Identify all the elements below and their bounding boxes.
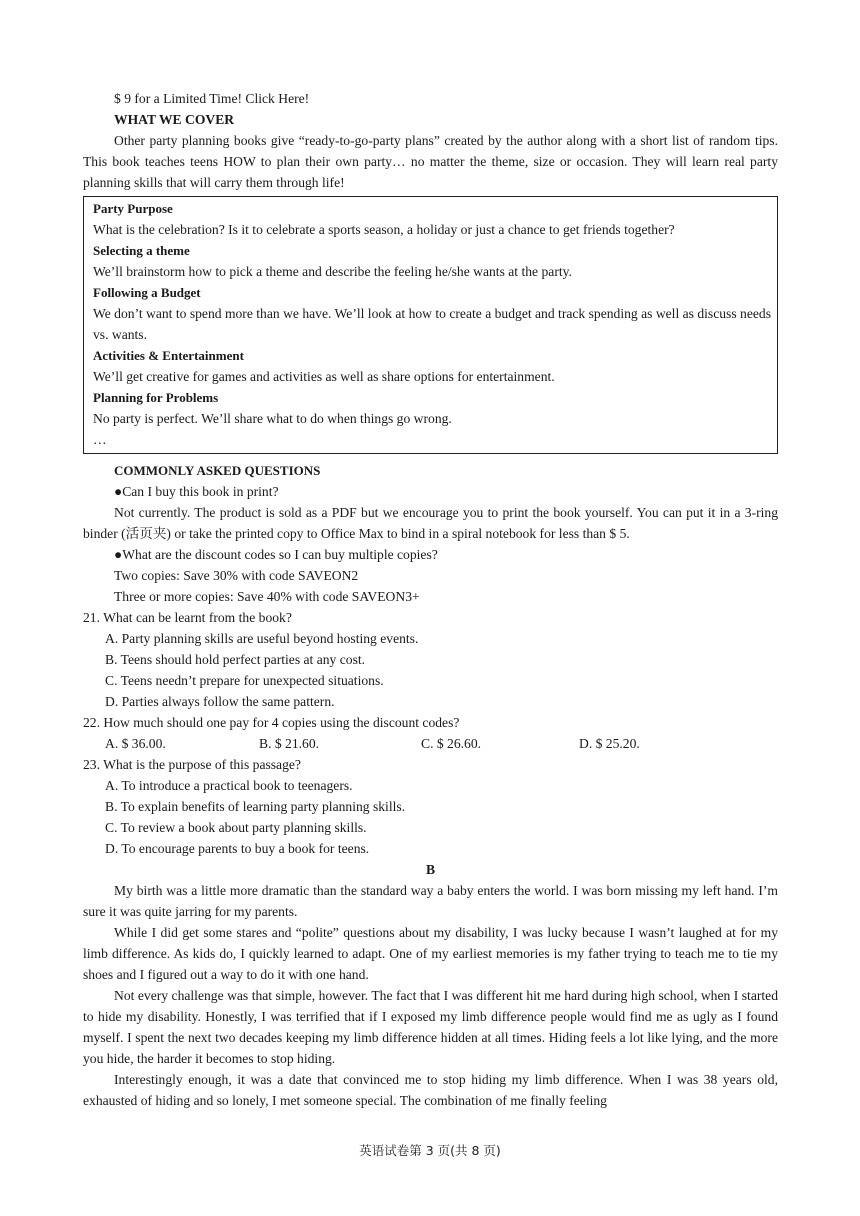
page-footer: 英语试卷第 3 页(共 8 页) [359, 1143, 501, 1158]
box-text-budget: We don’t want to spend more than we have. We’ll look at how to create a budget and track spending as well as discuss needs vs. wants. [93, 306, 771, 342]
question-23-option-a: A. To introduce a practical book to teenagers. [105, 778, 353, 793]
question-21-option-a: A. Party planning skills are useful beyond hosting events. [105, 631, 419, 646]
page-content [83, 88, 778, 1111]
promo-line: $ 9 for a Limited Time! Click Here! [114, 91, 310, 106]
faq-heading: COMMONLY ASKED QUESTIONS [114, 463, 321, 478]
box-heading-theme: Selecting a theme [93, 243, 190, 258]
question-21-option-c: C. Teens needn’t prepare for unexpected situations. [105, 673, 384, 688]
question-23-stem: 23. What is the purpose of this passage? [83, 757, 301, 772]
box-text-theme: We’ll brainstorm how to pick a theme and describe the feeling he/she wants at the party. [93, 264, 572, 279]
question-21-stem: 21. What can be learnt from the book? [83, 610, 292, 625]
passage-b-paragraph-2: While I did get some stares and “polite” questions about my disability, I was lucky because I wasn’t laughed at for my limb difference. As kids do, I quickly learned to adapt. One of my earliest memories is my father trying to teach me to tie my shoes and I figured out a way to do it with one hand. [83, 925, 778, 982]
faq-answer-1: Not currently. The product is sold as a PDF but we encourage you to print the book yourself. You can put it in a 3-ring binder (活页夹) or take the printed copy to Office Max to bind in a spiral notebook for less than $ 5. [83, 505, 778, 541]
question-22-option-b: B. $ 21.60. [259, 736, 320, 751]
question-22-option-c: C. $ 26.60. [421, 736, 482, 751]
box-text-activities: We’ll get creative for games and activities as well as share options for entertainment. [93, 369, 555, 384]
question-21-option-b: B. Teens should hold perfect parties at any cost. [105, 652, 366, 667]
passage-b-paragraph-3: Not every challenge was that simple, however. The fact that I was different hit me hard during high school, when I started to hide my disability. Honestly, I was terrified that if I exposed my limb difference people would find me as ugly as I found myself. I spent the next two decades keeping my limb difference hidden at all times. Hiding feels a lot like lying, and the more you hide, the harder it becomes to stop hiding. [83, 988, 778, 1066]
box-heading-purpose: Party Purpose [93, 201, 173, 216]
faq-answer-2-line-1: Two copies: Save 30% with code SAVEON2 [114, 568, 359, 583]
cover-text: Other party planning books give “ready-to-go-party plans” created by the author along with a short list of random tips. This book teaches teens HOW to plan their own party… no matter the theme, size or occasion. They will learn real party planning skills that will carry them through life! [83, 133, 778, 190]
box-heading-problems: Planning for Problems [93, 390, 219, 405]
section-b-label: B [425, 862, 436, 877]
question-22-options [83, 733, 778, 754]
question-21-option-d: D. Parties always follow the same pattern. [105, 694, 335, 709]
box-heading-activities: Activities & Entertainment [93, 348, 244, 363]
box-ellipsis: … [93, 432, 107, 447]
box-heading-budget: Following a Budget [93, 285, 201, 300]
faq-answer-2-line-2: Three or more copies: Save 40% with code SAVEON3+ [114, 589, 420, 604]
question-23-option-c: C. To review a book about party planning skills. [105, 820, 367, 835]
question-22-stem: 22. How much should one pay for 4 copies using the discount codes? [83, 715, 460, 730]
cover-heading: WHAT WE COVER [114, 112, 235, 127]
question-23-option-d: D. To encourage parents to buy a book for teens. [105, 841, 370, 856]
question-23-option-b: B. To explain benefits of learning party planning skills. [105, 799, 406, 814]
passage-b-paragraph-4: Interestingly enough, it was a date that convinced me to stop hiding my limb difference. When I was 38 years old, exhausted of hiding and so lonely, I met someone special. The combination of me finally feeling [83, 1072, 778, 1108]
question-22-option-d: D. $ 25.20. [579, 736, 640, 751]
topics-box [83, 196, 778, 454]
question-22-option-a: A. $ 36.00. [105, 736, 166, 751]
faq-question-2: ●What are the discount codes so I can buy multiple copies? [114, 547, 438, 562]
faq-question-1: ●Can I buy this book in print? [114, 484, 279, 499]
passage-b-paragraph-1: My birth was a little more dramatic than the standard way a baby enters the world. I was born missing my left hand. I’m sure it was quite jarring for my parents. [83, 883, 778, 919]
box-text-purpose: What is the celebration? Is it to celebrate a sports season, a holiday or just a chance to get friends together? [93, 222, 675, 237]
box-text-problems: No party is perfect. We’ll share what to do when things go wrong. [93, 411, 452, 426]
